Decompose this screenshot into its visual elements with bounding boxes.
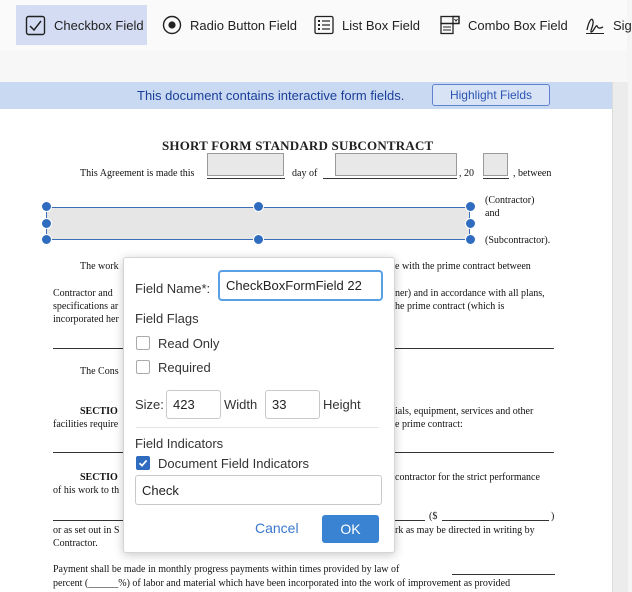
resize-handle[interactable]	[41, 201, 52, 212]
resize-handle[interactable]	[253, 201, 264, 212]
doc-text: SECTIO	[80, 406, 118, 417]
doc-text: ials, equipment, services and other	[395, 406, 534, 417]
read-only-checkbox[interactable]	[136, 336, 150, 350]
required-label: Required	[158, 360, 211, 375]
form-field-month[interactable]	[335, 153, 457, 176]
doc-text: Contractor.	[53, 538, 98, 549]
underline	[442, 520, 549, 521]
doc-text: rk as may be directed in writing by	[395, 525, 535, 536]
doc-text: ner) and in accordance with all plans,	[395, 288, 545, 299]
doc-text: The Cons	[80, 366, 119, 377]
doc-text: This Agreement is made this	[80, 168, 195, 179]
underline	[53, 520, 128, 521]
checkbox-field-icon	[25, 15, 46, 36]
resize-handle[interactable]	[465, 234, 476, 245]
form-field-day[interactable]	[207, 153, 284, 176]
field-indicators-heading: Field Indicators	[135, 436, 224, 451]
tool-list-box-field-label: List Box Field	[342, 17, 421, 33]
doc-text: percent (______%) of labor and material which have been incorporated into the work of improvement as provided	[53, 578, 511, 589]
doc-text: incorporated her	[53, 314, 119, 325]
doc-text: Contractor and	[53, 288, 113, 299]
doc-text: Payment shall be made in monthly progress payments within times provided by law of	[53, 564, 400, 575]
resize-handle[interactable]	[253, 234, 264, 245]
tool-radio-button-field-label: Radio Button Field	[190, 17, 297, 33]
notice-message: This document contains interactive form fields.	[137, 88, 405, 103]
check-style-input[interactable]	[135, 475, 382, 505]
doc-text: SECTIO	[80, 472, 118, 483]
required-checkbox[interactable]	[136, 360, 150, 374]
doc-text: facilities require	[53, 419, 119, 430]
doc-field-indicators-checkbox[interactable]	[136, 456, 150, 470]
list-box-icon	[314, 15, 334, 35]
document-title: SHORT FORM STANDARD SUBCONTRACT	[162, 138, 434, 153]
check-icon	[137, 457, 149, 469]
read-only-label: Read Only	[158, 336, 220, 351]
tool-list-box-field[interactable]	[314, 5, 420, 45]
doc-text: or as set out in S	[53, 525, 120, 536]
doc-text: , 20	[459, 168, 474, 179]
resize-handle[interactable]	[41, 234, 52, 245]
field-properties-popup	[123, 257, 395, 553]
field-flags-heading: Field Flags	[135, 311, 199, 326]
doc-text: specifications ar	[53, 301, 119, 312]
size-height-input[interactable]	[265, 390, 320, 419]
doc-text: of his work to th	[53, 485, 120, 496]
form-tools-toolbar	[0, 0, 632, 51]
doc-text: day of	[292, 168, 318, 179]
size-label: Size:	[135, 397, 164, 412]
width-label: Width	[224, 397, 258, 412]
vertical-scrollbar[interactable]	[612, 82, 628, 592]
doc-text: )	[551, 511, 555, 522]
combo-box-icon	[440, 15, 460, 35]
doc-text: e with the prime contract between	[395, 261, 531, 272]
tool-signature-field[interactable]	[585, 5, 632, 45]
toolbar-spacer	[0, 50, 627, 82]
doc-text: (Contractor)	[485, 195, 535, 206]
doc-text: contractor for the strict performance	[395, 472, 540, 483]
tool-combo-box-field[interactable]	[440, 5, 568, 45]
divider	[136, 427, 379, 428]
field-name-input[interactable]	[218, 270, 383, 301]
underline	[483, 178, 509, 179]
radio-button-icon	[162, 15, 182, 35]
doc-text: e prime contract:	[395, 419, 463, 430]
size-width-input[interactable]	[166, 390, 221, 419]
form-fields-notice-bar	[0, 82, 612, 109]
tool-checkbox-field-label: Checkbox Field	[54, 17, 144, 33]
tool-radio-button-field[interactable]	[162, 5, 297, 45]
doc-text: ($	[429, 511, 438, 522]
tool-signature-field-label: Sig	[613, 17, 632, 33]
resize-handle[interactable]	[465, 218, 476, 229]
resize-handle[interactable]	[41, 218, 52, 229]
doc-text: , between	[513, 168, 552, 179]
cancel-button[interactable]: Cancel	[249, 515, 303, 541]
height-label: Height	[323, 397, 361, 412]
doc-text: and	[485, 208, 500, 219]
ok-button[interactable]: OK	[322, 515, 379, 543]
tool-checkbox-field[interactable]	[16, 5, 147, 45]
tool-combo-box-field-label: Combo Box Field	[468, 17, 568, 33]
underline	[323, 178, 457, 179]
highlight-fields-button[interactable]: Highlight Fields	[432, 84, 550, 106]
doc-text: The work	[80, 261, 119, 272]
underline	[452, 574, 555, 575]
field-name-label: Field Name*:	[135, 281, 211, 296]
signature-icon	[585, 15, 605, 35]
underline	[395, 520, 425, 521]
doc-field-indicators-label: Document Field Indicators	[158, 456, 310, 471]
underline	[207, 178, 285, 179]
form-field-year[interactable]	[483, 153, 508, 176]
doc-text: (Subcontractor).	[485, 235, 551, 246]
doc-text: he prime contract (which is	[395, 301, 505, 312]
resize-handle[interactable]	[465, 201, 476, 212]
